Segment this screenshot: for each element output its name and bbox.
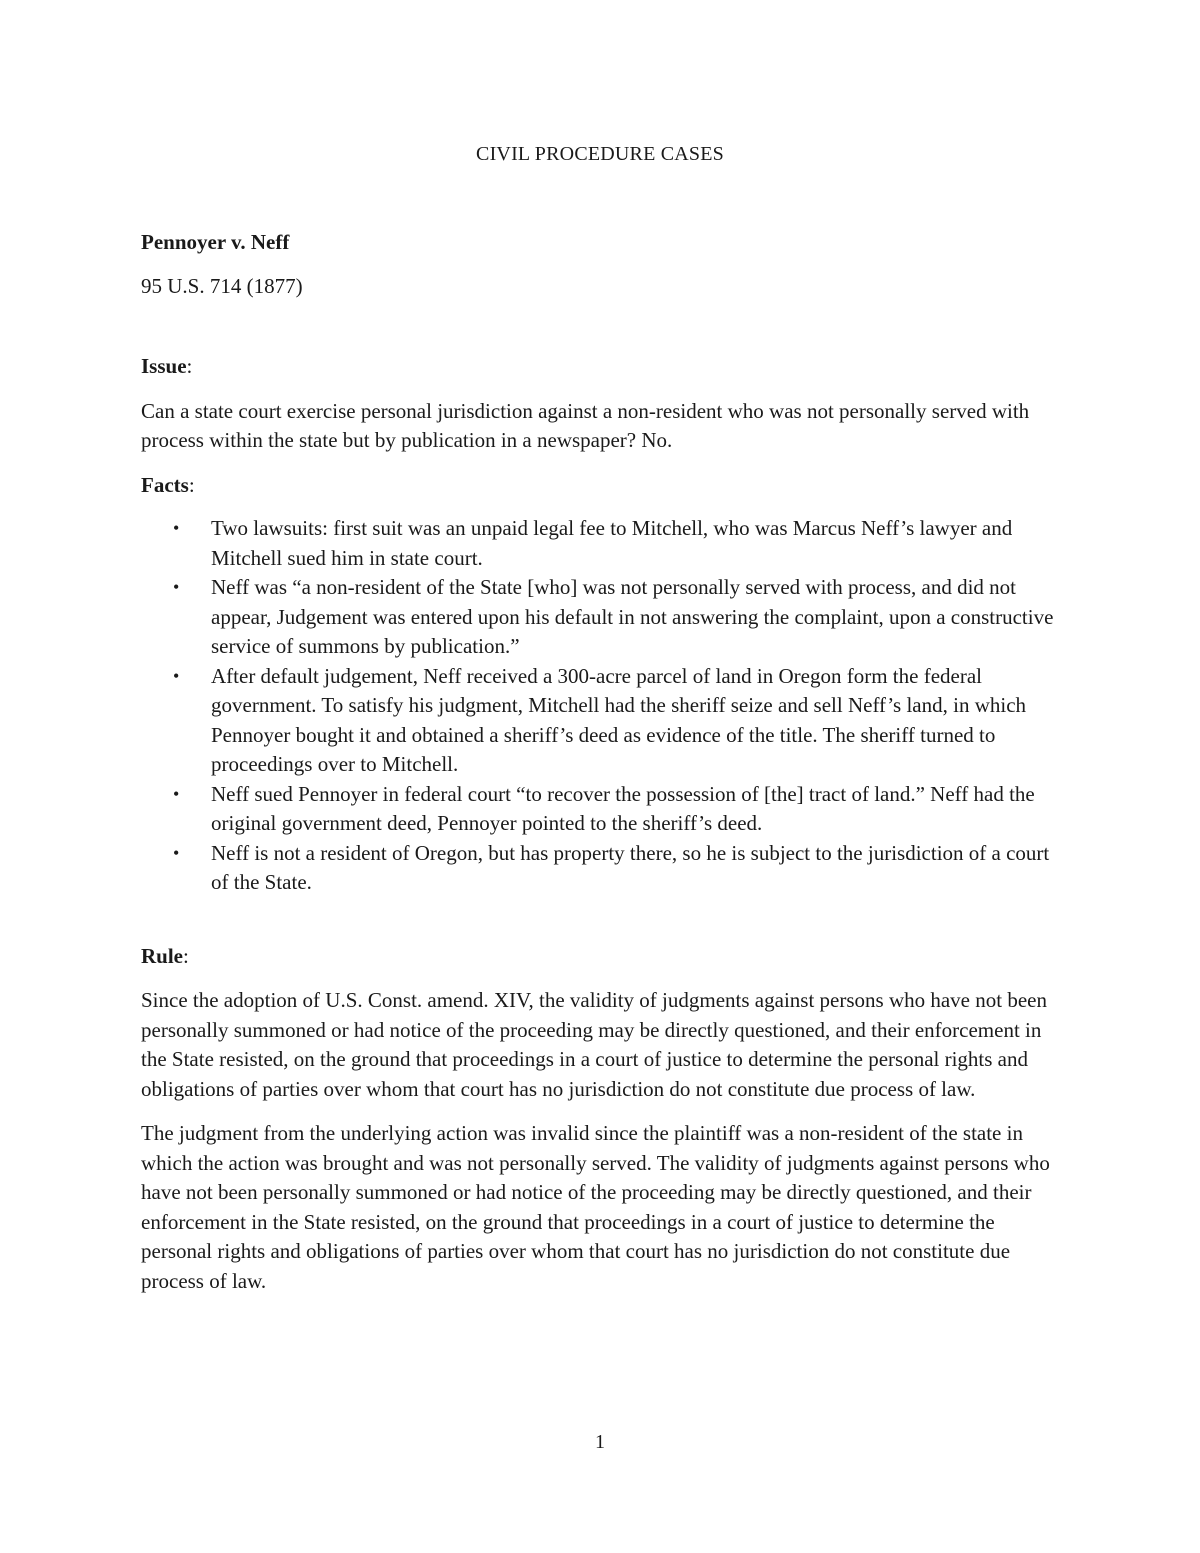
facts-list-item bbox=[141, 573, 1061, 662]
issue-heading-colon: : bbox=[186, 354, 193, 378]
bullet-icon: • bbox=[173, 665, 180, 686]
issue-heading bbox=[141, 352, 1061, 382]
bullet-icon: • bbox=[173, 783, 180, 804]
facts-list-item bbox=[141, 662, 1061, 780]
document-body bbox=[141, 228, 1061, 1296]
issue-heading-label: Issue bbox=[141, 354, 187, 378]
case-citation: 95 U.S. 714 (1877) bbox=[141, 273, 303, 298]
facts-item-text: Two lawsuits: first suit was an unpaid legal fee to Mitchell, who was Marcus Neff’s lawyer and Mitchell sued him in state court. bbox=[211, 516, 1013, 570]
bullet-icon: • bbox=[173, 842, 180, 863]
rule-heading bbox=[141, 942, 1061, 972]
facts-item-text: After default judgement, Neff received a 300-acre parcel of land in Oregon form the federal government. To satisfy his judgment, Mitchell had the sheriff seize and sell Neff’s land, in which Pennoyer bought it and obtained a sheriff’s deed as evidence of the title. The sheriff turned to proceedings over to Mitchell. bbox=[211, 663, 1027, 776]
facts-list-item bbox=[141, 514, 1061, 573]
facts-list bbox=[141, 514, 1061, 898]
facts-list-item bbox=[141, 839, 1061, 898]
rule-paragraph: Since the adoption of U.S. Const. amend. XIV, the validity of judgments against persons who have not been personally summoned or had notice of the proceeding may be directly questioned, and their enforcement in the State resisted, on the ground that proceedings in a court of justice to determine the personal rights and obligations of parties over whom that court has no jurisdiction do not constitute due process of law. bbox=[141, 988, 1047, 1101]
case-name: Pennoyer v. Neff bbox=[141, 230, 290, 254]
facts-heading bbox=[141, 471, 1061, 501]
document-title: CIVIL PROCEDURE CASES bbox=[476, 143, 724, 165]
facts-item-text: Neff was “a non-resident of the State [who] was not personally served with process, and did not appear, Judgement was entered upon his default in not answering the complaint, upon a constructive service of summons by publication.” bbox=[211, 575, 1054, 658]
page-number: 1 bbox=[595, 1431, 605, 1453]
issue-text: Can a state court exercise personal jurisdiction against a non-resident who was not personally served with process within the state but by publication in a newspaper? No. bbox=[141, 398, 1030, 452]
facts-list-item bbox=[141, 780, 1061, 839]
bullet-icon: • bbox=[173, 518, 180, 538]
facts-item-text: Neff sued Pennoyer in federal court “to recover the possession of [the] tract of land.” Neff had the original government deed, Pennoyer pointed to the sheriff’s deed. bbox=[211, 781, 1035, 835]
rule-paragraph: The judgment from the underlying action was invalid since the plaintiff was a non-resident of the state in which the action was brought and was not personally served. The validity of judgments against persons who have not been personally summoned or had notice of the proceeding may be directly questioned, and their enforcement in the State resisted, on the ground that proceedings in a court of justice to determine the personal rights and obligations of parties over whom that court has no jurisdiction do not constitute due process of law. bbox=[141, 1121, 1050, 1293]
rule-heading-label: Rule bbox=[141, 943, 183, 968]
facts-heading-label: Facts bbox=[141, 472, 189, 497]
rule-heading-colon: : bbox=[183, 943, 189, 968]
bullet-icon: • bbox=[173, 577, 180, 597]
facts-heading-colon: : bbox=[188, 472, 195, 497]
facts-item-text: Neff is not a resident of Oregon, but has property there, so he is subject to the jurisdiction of a court of the State. bbox=[211, 840, 1050, 894]
